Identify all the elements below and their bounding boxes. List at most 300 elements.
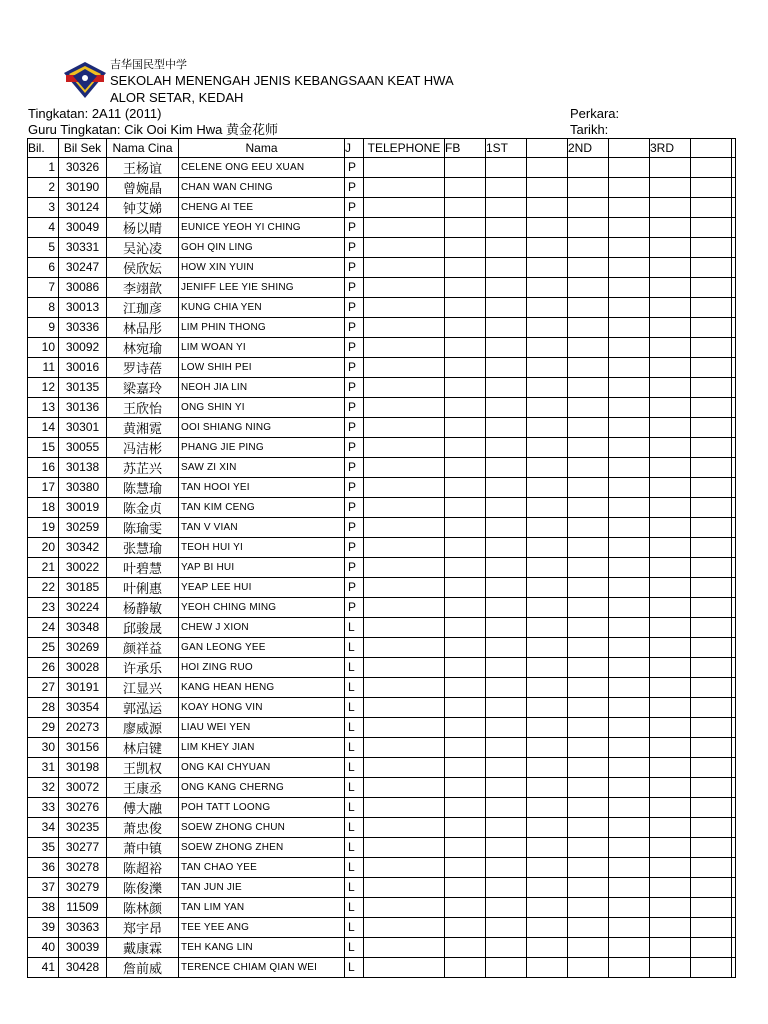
empty-cell [609, 177, 650, 197]
nama-cina-cell: 邱骏晟 [107, 617, 179, 637]
bil-sek-cell: 30348 [59, 617, 107, 637]
empty-cell [568, 777, 609, 797]
empty-cell [486, 677, 527, 697]
empty-cell [486, 617, 527, 637]
empty-cell [609, 817, 650, 837]
nama-cina-cell: 许承乐 [107, 657, 179, 677]
empty-cell [527, 477, 568, 497]
nama-cina-cell: 王杨谊 [107, 157, 179, 177]
empty-cell [609, 537, 650, 557]
empty-cell [364, 557, 445, 577]
empty-cell [364, 197, 445, 217]
bil-sek-cell: 30049 [59, 217, 107, 237]
empty-cell [568, 517, 609, 537]
empty-cell [486, 537, 527, 557]
jantina-cell: P [345, 337, 364, 357]
empty-cell [650, 357, 691, 377]
empty-cell [732, 717, 736, 737]
nama-cell: PHANG JIE PING [179, 437, 345, 457]
bil-sek-cell: 30019 [59, 497, 107, 517]
col-header-blank [732, 139, 736, 158]
bil-sek-cell: 30301 [59, 417, 107, 437]
empty-cell [568, 937, 609, 957]
empty-cell [609, 617, 650, 637]
empty-cell [609, 357, 650, 377]
empty-cell [445, 237, 486, 257]
nama-cina-cell: 王康丞 [107, 777, 179, 797]
empty-cell [691, 337, 732, 357]
bil-sek-cell: 30342 [59, 537, 107, 557]
empty-cell [568, 697, 609, 717]
table-row [28, 737, 736, 757]
empty-cell [527, 697, 568, 717]
empty-cell [445, 857, 486, 877]
jantina-cell: P [345, 417, 364, 437]
bil-cell: 34 [28, 817, 59, 837]
empty-cell [527, 657, 568, 677]
bil-sek-cell: 30124 [59, 197, 107, 217]
nama-cina-cell: 傅大融 [107, 797, 179, 817]
empty-cell [527, 757, 568, 777]
empty-cell [732, 277, 736, 297]
empty-cell [650, 797, 691, 817]
empty-cell [486, 757, 527, 777]
empty-cell [568, 737, 609, 757]
empty-cell [691, 397, 732, 417]
nama-cina-cell: 戴康霖 [107, 937, 179, 957]
jantina-cell: P [345, 197, 364, 217]
empty-cell [650, 157, 691, 177]
table-row [28, 237, 736, 257]
nama-cell: CHAN WAN CHING [179, 177, 345, 197]
empty-cell [527, 877, 568, 897]
empty-cell [486, 457, 527, 477]
empty-cell [486, 897, 527, 917]
bil-cell: 39 [28, 917, 59, 937]
empty-cell [445, 837, 486, 857]
empty-cell [568, 857, 609, 877]
empty-cell [691, 897, 732, 917]
nama-cina-cell: 叶碧慧 [107, 557, 179, 577]
empty-cell [691, 257, 732, 277]
jantina-cell: L [345, 617, 364, 637]
empty-cell [609, 157, 650, 177]
empty-cell [445, 337, 486, 357]
empty-cell [527, 357, 568, 377]
nama-cina-cell: 钟艾娣 [107, 197, 179, 217]
empty-cell [732, 197, 736, 217]
empty-cell [527, 457, 568, 477]
empty-cell [568, 757, 609, 777]
empty-cell [691, 697, 732, 717]
table-row [28, 217, 736, 237]
empty-cell [650, 757, 691, 777]
empty-cell [568, 377, 609, 397]
empty-cell [445, 177, 486, 197]
empty-cell [691, 837, 732, 857]
empty-cell [486, 877, 527, 897]
empty-cell [691, 757, 732, 777]
nama-cina-cell: 詹前威 [107, 957, 179, 977]
empty-cell [527, 737, 568, 757]
bil-cell: 20 [28, 537, 59, 557]
school-crest-logo [62, 60, 108, 100]
empty-cell [445, 377, 486, 397]
empty-cell [691, 857, 732, 877]
empty-cell [527, 597, 568, 617]
nama-cell: TAN CHAO YEE [179, 857, 345, 877]
empty-cell [486, 217, 527, 237]
class-teacher: Guru Tingkatan: Cik Ooi Kim Hwa 黄金花师 [28, 122, 278, 137]
empty-cell [609, 457, 650, 477]
jantina-cell: P [345, 277, 364, 297]
empty-cell [691, 537, 732, 557]
empty-cell [527, 797, 568, 817]
empty-cell [527, 557, 568, 577]
table-row [28, 577, 736, 597]
empty-cell [445, 897, 486, 917]
empty-cell [650, 257, 691, 277]
empty-cell [568, 837, 609, 857]
bil-cell: 7 [28, 277, 59, 297]
empty-cell [732, 377, 736, 397]
empty-cell [364, 737, 445, 757]
nama-cell: GAN LEONG YEE [179, 637, 345, 657]
empty-cell [568, 637, 609, 657]
jantina-cell: P [345, 557, 364, 577]
bil-cell: 22 [28, 577, 59, 597]
empty-cell [650, 817, 691, 837]
empty-cell [732, 257, 736, 277]
nama-cell: LIM PHIN THONG [179, 317, 345, 337]
empty-cell [568, 197, 609, 217]
empty-cell [527, 217, 568, 237]
empty-cell [691, 457, 732, 477]
jantina-cell: L [345, 937, 364, 957]
bil-sek-cell: 30072 [59, 777, 107, 797]
empty-cell [691, 517, 732, 537]
empty-cell [691, 417, 732, 437]
empty-cell [650, 317, 691, 337]
nama-cell: ONG KAI CHYUAN [179, 757, 345, 777]
nama-cina-cell: 王凯权 [107, 757, 179, 777]
empty-cell [568, 437, 609, 457]
nama-cina-cell: 萧中镇 [107, 837, 179, 857]
empty-cell [609, 517, 650, 537]
empty-cell [527, 517, 568, 537]
empty-cell [527, 437, 568, 457]
table-row [28, 497, 736, 517]
empty-cell [732, 177, 736, 197]
empty-cell [445, 417, 486, 437]
nama-cell: TAN LIM YAN [179, 897, 345, 917]
jantina-cell: L [345, 957, 364, 977]
bil-sek-cell: 30326 [59, 157, 107, 177]
bil-sek-cell: 30247 [59, 257, 107, 277]
empty-cell [568, 557, 609, 577]
empty-cell [486, 657, 527, 677]
bil-sek-cell: 30135 [59, 377, 107, 397]
empty-cell [568, 957, 609, 977]
empty-cell [732, 597, 736, 617]
empty-cell [650, 897, 691, 917]
school-address: ALOR SETAR, KEDAH [110, 90, 244, 105]
empty-cell [527, 717, 568, 737]
empty-cell [445, 477, 486, 497]
col-header-j: J [345, 139, 364, 158]
empty-cell [609, 677, 650, 697]
nama-cell: OOI SHIANG NING [179, 417, 345, 437]
empty-cell [364, 817, 445, 837]
empty-cell [364, 657, 445, 677]
jantina-cell: L [345, 817, 364, 837]
bil-cell: 6 [28, 257, 59, 277]
empty-cell [650, 697, 691, 717]
empty-cell [486, 317, 527, 337]
empty-cell [650, 217, 691, 237]
empty-cell [568, 457, 609, 477]
empty-cell [691, 797, 732, 817]
nama-cell: TEE YEE ANG [179, 917, 345, 937]
empty-cell [568, 257, 609, 277]
table-row [28, 617, 736, 637]
bil-cell: 1 [28, 157, 59, 177]
empty-cell [527, 537, 568, 557]
empty-cell [691, 637, 732, 657]
bil-sek-cell: 20273 [59, 717, 107, 737]
empty-cell [609, 697, 650, 717]
empty-cell [609, 637, 650, 657]
student-roster-table [27, 138, 736, 978]
empty-cell [732, 157, 736, 177]
empty-cell [691, 617, 732, 637]
table-row [28, 917, 736, 937]
empty-cell [732, 357, 736, 377]
empty-cell [364, 917, 445, 937]
nama-cell: KUNG CHIA YEN [179, 297, 345, 317]
nama-cell: CHENG AI TEE [179, 197, 345, 217]
bil-cell: 29 [28, 717, 59, 737]
jantina-cell: P [345, 237, 364, 257]
nama-cina-cell: 廖威源 [107, 717, 179, 737]
bil-sek-cell: 30278 [59, 857, 107, 877]
table-row [28, 537, 736, 557]
empty-cell [732, 537, 736, 557]
empty-cell [445, 737, 486, 757]
nama-cina-cell: 陈俊濼 [107, 877, 179, 897]
empty-cell [527, 377, 568, 397]
empty-cell [650, 177, 691, 197]
jantina-cell: P [345, 477, 364, 497]
nama-cina-cell: 颜祥益 [107, 637, 179, 657]
empty-cell [691, 677, 732, 697]
empty-cell [650, 517, 691, 537]
bil-sek-cell: 30016 [59, 357, 107, 377]
empty-cell [650, 877, 691, 897]
empty-cell [445, 597, 486, 617]
empty-cell [445, 517, 486, 537]
empty-cell [609, 337, 650, 357]
bil-cell: 18 [28, 497, 59, 517]
bil-cell: 14 [28, 417, 59, 437]
bil-cell: 16 [28, 457, 59, 477]
empty-cell [527, 277, 568, 297]
nama-cina-cell: 江显兴 [107, 677, 179, 697]
jantina-cell: L [345, 657, 364, 677]
nama-cell: SAW ZI XIN [179, 457, 345, 477]
empty-cell [527, 837, 568, 857]
table-row [28, 797, 736, 817]
nama-cell: TAN JUN JIE [179, 877, 345, 897]
jantina-cell: P [345, 517, 364, 537]
col-header-blank [691, 139, 732, 158]
empty-cell [609, 957, 650, 977]
empty-cell [691, 737, 732, 757]
table-row [28, 697, 736, 717]
empty-cell [650, 957, 691, 977]
empty-cell [527, 817, 568, 837]
bil-cell: 28 [28, 697, 59, 717]
empty-cell [568, 477, 609, 497]
perkara-label: Perkara: [570, 106, 620, 121]
bil-sek-cell: 30259 [59, 517, 107, 537]
bil-sek-cell: 11509 [59, 897, 107, 917]
empty-cell [732, 397, 736, 417]
bil-sek-cell: 30276 [59, 797, 107, 817]
empty-cell [691, 777, 732, 797]
table-row [28, 757, 736, 777]
empty-cell [527, 577, 568, 597]
empty-cell [568, 277, 609, 297]
empty-cell [650, 577, 691, 597]
empty-cell [527, 857, 568, 877]
empty-cell [486, 937, 527, 957]
jantina-cell: P [345, 217, 364, 237]
nama-cell: TAN V VIAN [179, 517, 345, 537]
nama-cina-cell: 叶俐惠 [107, 577, 179, 597]
empty-cell [445, 397, 486, 417]
table-row [28, 317, 736, 337]
empty-cell [609, 297, 650, 317]
empty-cell [486, 637, 527, 657]
empty-cell [364, 417, 445, 437]
empty-cell [568, 497, 609, 517]
nama-cell: NEOH JIA LIN [179, 377, 345, 397]
table-row [28, 377, 736, 397]
nama-cina-cell: 张慧瑜 [107, 537, 179, 557]
nama-cina-cell: 曾婉晶 [107, 177, 179, 197]
nama-cina-cell: 郭泓运 [107, 697, 179, 717]
bil-sek-cell: 30277 [59, 837, 107, 857]
empty-cell [732, 337, 736, 357]
empty-cell [486, 957, 527, 977]
bil-sek-cell: 30269 [59, 637, 107, 657]
empty-cell [732, 577, 736, 597]
nama-cina-cell: 杨以晴 [107, 217, 179, 237]
nama-cell: TERENCE CHIAM QIAN WEI [179, 957, 345, 977]
empty-cell [364, 897, 445, 917]
table-row [28, 437, 736, 457]
empty-cell [445, 937, 486, 957]
bil-cell: 19 [28, 517, 59, 537]
nama-cina-cell: 吴沁凌 [107, 237, 179, 257]
jantina-cell: L [345, 897, 364, 917]
nama-cina-cell: 黄湘霓 [107, 417, 179, 437]
jantina-cell: L [345, 677, 364, 697]
table-row [28, 857, 736, 877]
empty-cell [568, 357, 609, 377]
empty-cell [568, 397, 609, 417]
empty-cell [527, 617, 568, 637]
empty-cell [445, 617, 486, 637]
empty-cell [650, 657, 691, 677]
empty-cell [486, 717, 527, 737]
empty-cell [650, 457, 691, 477]
empty-cell [527, 317, 568, 337]
empty-cell [486, 917, 527, 937]
jantina-cell: L [345, 837, 364, 857]
empty-cell [527, 397, 568, 417]
jantina-cell: P [345, 177, 364, 197]
empty-cell [364, 777, 445, 797]
table-row [28, 837, 736, 857]
empty-cell [568, 177, 609, 197]
jantina-cell: L [345, 737, 364, 757]
table-row [28, 637, 736, 657]
empty-cell [609, 397, 650, 417]
empty-cell [732, 897, 736, 917]
empty-cell [609, 497, 650, 517]
empty-cell [568, 817, 609, 837]
nama-cell: POH TATT LOONG [179, 797, 345, 817]
jantina-cell: L [345, 757, 364, 777]
empty-cell [650, 677, 691, 697]
empty-cell [445, 197, 486, 217]
empty-cell [650, 917, 691, 937]
empty-cell [568, 897, 609, 917]
empty-cell [732, 297, 736, 317]
col-header-nama: Nama [179, 139, 345, 158]
empty-cell [568, 537, 609, 557]
jantina-cell: L [345, 857, 364, 877]
empty-cell [486, 177, 527, 197]
empty-cell [364, 277, 445, 297]
bil-sek-cell: 30235 [59, 817, 107, 837]
empty-cell [650, 717, 691, 737]
empty-cell [732, 217, 736, 237]
empty-cell [364, 517, 445, 537]
jantina-cell: L [345, 917, 364, 937]
empty-cell [650, 937, 691, 957]
empty-cell [650, 857, 691, 877]
bil-cell: 12 [28, 377, 59, 397]
empty-cell [691, 817, 732, 837]
table-row [28, 297, 736, 317]
empty-cell [609, 577, 650, 597]
bil-sek-cell: 30185 [59, 577, 107, 597]
nama-cell: JENIFF LEE YIE SHING [179, 277, 345, 297]
bil-sek-cell: 30086 [59, 277, 107, 297]
bil-sek-cell: 30138 [59, 457, 107, 477]
empty-cell [527, 637, 568, 657]
empty-cell [445, 157, 486, 177]
nama-cina-cell: 冯洁彬 [107, 437, 179, 457]
table-row [28, 177, 736, 197]
empty-cell [486, 777, 527, 797]
empty-cell [691, 217, 732, 237]
roster-body [28, 157, 736, 977]
empty-cell [445, 557, 486, 577]
